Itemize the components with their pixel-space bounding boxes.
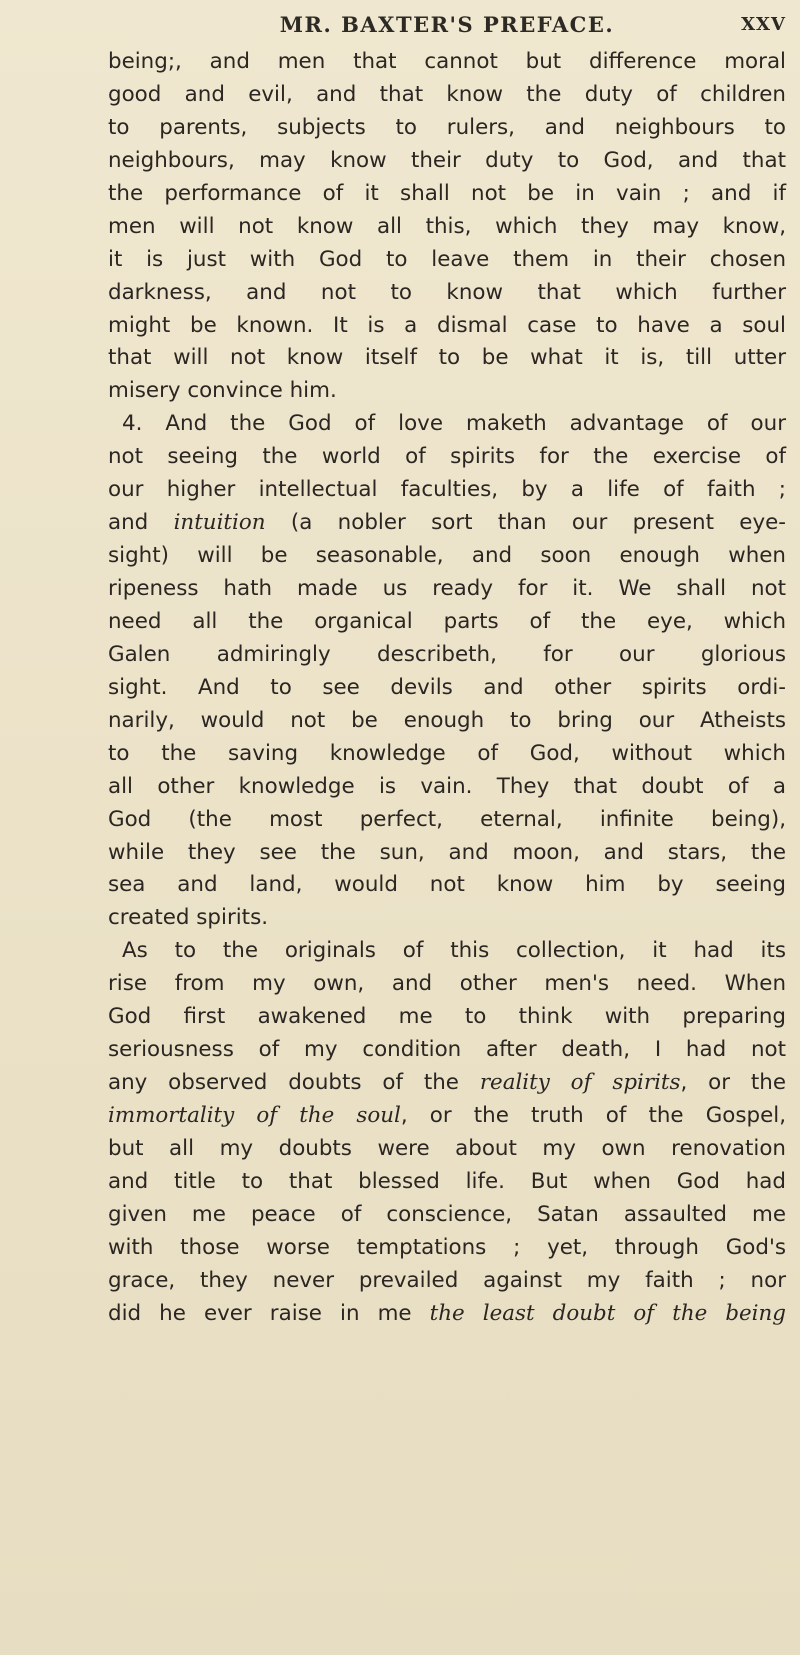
text-run: (a nobler sort than our present eye-	[265, 510, 786, 536]
body-text	[108, 46, 786, 1331]
text-line	[108, 375, 786, 408]
text-line	[108, 79, 786, 112]
text-run: sight. And to see devils and other spirits ordi-	[108, 674, 786, 700]
text-line	[108, 705, 786, 738]
running-title: MR. BAXTER'S PREFACE.	[279, 12, 615, 37]
text-run: men will not know all this, which they may know,	[108, 213, 786, 239]
text-line	[108, 46, 786, 79]
text-run: given me peace of conscience, Satan assaulted me	[108, 1201, 786, 1227]
text-run: that will not know itself to be what it is, till utter	[108, 345, 786, 371]
text-run: our higher intellectual faculties, by a life of faith ;	[108, 477, 786, 503]
text-line	[108, 1100, 786, 1133]
text-line	[108, 277, 786, 310]
text-line	[108, 738, 786, 771]
text-run: to the saving knowledge of God, without which	[108, 740, 786, 766]
text-line	[108, 244, 786, 277]
text-line	[108, 1001, 786, 1034]
text-run: , or the	[680, 1070, 786, 1096]
text-line	[108, 968, 786, 1001]
text-run: to parents, subjects to rulers, and neighbours to	[108, 114, 786, 140]
text-run: being;, and men that cannot but difference moral	[108, 49, 786, 74]
text-line	[108, 1265, 786, 1298]
text-run: , or the truth of the Gospel,	[400, 1103, 786, 1128]
text-line	[108, 474, 786, 507]
text-line	[108, 935, 786, 968]
text-run: did he ever raise in me	[108, 1300, 430, 1326]
italic-text: reality of spirits	[479, 1070, 681, 1096]
text-run: created spirits.	[108, 905, 269, 931]
text-line	[108, 507, 786, 540]
text-line	[108, 771, 786, 804]
text-run: and title to that blessed life. But when God had	[108, 1168, 786, 1194]
text-run: all other knowledge is vain. They that doubt of a	[108, 773, 786, 799]
text-run: any observed doubts of the	[108, 1070, 480, 1096]
text-line	[108, 1034, 786, 1067]
text-run: and	[108, 510, 174, 536]
text-line	[108, 178, 786, 211]
text-run: while they see the sun, and moon, and stars, the	[108, 839, 786, 865]
text-line	[108, 672, 786, 705]
text-line	[108, 606, 786, 639]
text-line	[108, 310, 786, 343]
text-line	[108, 441, 786, 474]
text-run: grace, they never prevailed against my faith ; nor	[108, 1267, 786, 1293]
text-line	[108, 1199, 786, 1232]
text-run: good and evil, and that know the duty of children	[108, 81, 786, 107]
text-run: with those worse temptations ; yet, through God's	[108, 1234, 786, 1260]
text-line	[108, 837, 786, 870]
text-line	[108, 1067, 786, 1100]
text-run: rise from my own, and other men's need. When	[108, 971, 786, 997]
text-line	[108, 902, 786, 935]
text-run: sea and land, would not know him by seeing	[108, 872, 786, 898]
text-line	[108, 408, 786, 441]
text-run: God (the most perfect, eternal, infinite being),	[108, 806, 786, 832]
text-run: the performance of it shall not be in vain ; and if	[108, 180, 786, 206]
text-line	[108, 869, 786, 902]
text-run: ripeness hath made us ready for it. We shall not	[108, 576, 786, 601]
page-number: XXV	[741, 14, 786, 35]
text-run: darkness, and not to know that which further	[108, 279, 786, 305]
text-run: but all my doubts were about my own renovation	[108, 1135, 786, 1161]
text-line	[108, 145, 786, 178]
text-run: God first awakened me to think with preparing	[108, 1004, 786, 1030]
text-run: not seeing the world of spirits for the exercise of	[108, 444, 786, 470]
text-run: seriousness of my condition after death, I had not	[108, 1037, 786, 1063]
text-line	[108, 1133, 786, 1166]
text-run: might be known. It is a dismal case to have a soul	[108, 312, 786, 338]
text-run: misery convince him.	[108, 378, 337, 404]
text-run: need all the organical parts of the eye, which	[108, 608, 786, 634]
text-line	[108, 1232, 786, 1265]
text-run: 4. And the God of love maketh advantage of our	[122, 411, 786, 437]
text-line	[108, 804, 786, 837]
text-run: sight) will be seasonable, and soon enough when	[108, 543, 786, 569]
running-head	[108, 8, 786, 44]
text-line	[108, 1166, 786, 1199]
text-run: it is just with God to leave them in their chosen	[108, 246, 786, 272]
text-line	[108, 342, 786, 375]
italic-text: intuition	[173, 510, 266, 536]
text-run: narily, would not be enough to bring our Atheists	[108, 707, 786, 733]
text-line	[108, 573, 786, 606]
text-line	[108, 639, 786, 672]
text-run: Galen admiringly describeth, for our glorious	[108, 641, 786, 667]
italic-text: the least doubt of the being	[429, 1300, 786, 1326]
italic-text: immortality of the soul	[108, 1103, 401, 1128]
text-line	[108, 540, 786, 573]
text-line	[108, 211, 786, 244]
text-line	[108, 112, 786, 145]
text-run: neighbours, may know their duty to God, and that	[108, 147, 786, 173]
text-line	[108, 1298, 786, 1331]
text-run: As to the originals of this collection, it had its	[122, 938, 786, 964]
